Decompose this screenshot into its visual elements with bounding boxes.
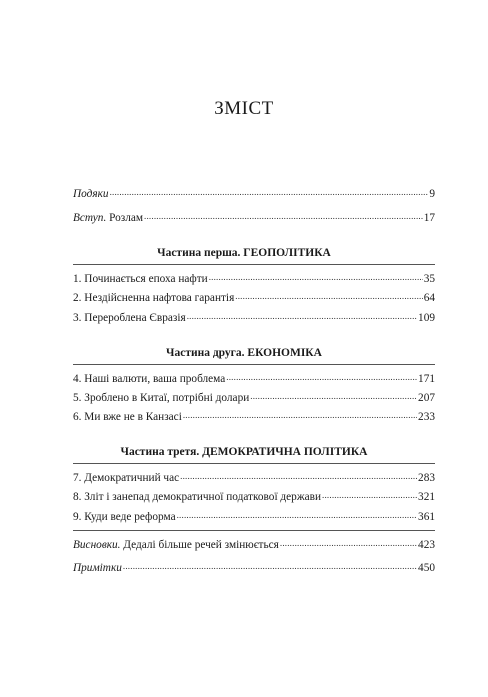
- divider: [73, 364, 435, 365]
- dot-leader: [322, 490, 417, 500]
- toc-page-number: 423: [418, 539, 435, 551]
- toc-entry-label: 4. Наші валюти, ваша проблема: [73, 373, 226, 385]
- page-title: ЗМІСТ: [214, 98, 274, 119]
- toc-entry-chapter-7[interactable]: [73, 470, 435, 486]
- toc-entry-label: 3. Перероблена Євразія: [73, 312, 186, 324]
- dot-leader: [226, 372, 417, 382]
- toc-entry-label: 9. Куди веде реформа: [73, 511, 176, 523]
- toc-page-number: 9: [429, 188, 435, 200]
- toc-entry-chapter-8[interactable]: [73, 489, 435, 505]
- dot-leader: [209, 272, 423, 282]
- dot-leader: [235, 291, 422, 301]
- toc-entry-label: 2. Нездійсненна нафтова гарантія: [73, 292, 235, 304]
- dot-leader: [123, 561, 417, 571]
- toc-entry-label: 6. Ми вже не в Канзасі: [73, 411, 182, 423]
- toc-page-number: 171: [418, 373, 435, 385]
- toc-entry-label: 5. Зроблено в Китаї, потрібні долари: [73, 392, 250, 404]
- toc-entry-introduction[interactable]: [73, 210, 435, 226]
- toc-entry-label-italic: Висновки.: [73, 539, 121, 551]
- dot-leader: [180, 471, 417, 481]
- toc-entry-label-rest: Розлам: [106, 212, 144, 224]
- toc-entry-notes[interactable]: [73, 560, 435, 576]
- toc-entry-label-italic: Подяки: [73, 188, 109, 200]
- divider: [73, 530, 435, 531]
- dot-leader: [280, 538, 417, 548]
- toc-entry-chapter-3[interactable]: [73, 310, 435, 326]
- toc-entry-label: [73, 186, 109, 202]
- toc-entry-label-italic: Вступ.: [73, 212, 107, 224]
- part-heading-1: Частина перша. ГЕОПОЛІТИКА: [157, 247, 331, 259]
- dot-leader: [144, 211, 423, 221]
- toc-page-number: 17: [423, 212, 435, 224]
- toc-page-number: 207: [418, 392, 435, 404]
- toc-entry-label: 1. Починається епоха нафти: [73, 273, 208, 285]
- divider: [73, 463, 435, 464]
- toc-entry-conclusions[interactable]: [73, 537, 435, 553]
- toc-page-number: 361: [418, 511, 435, 523]
- toc-entry-chapter-5[interactable]: [73, 390, 435, 406]
- toc-entry-label: [73, 560, 122, 576]
- dot-leader: [250, 391, 417, 401]
- dot-leader: [110, 187, 429, 197]
- toc-entry-chapter-4[interactable]: [73, 371, 435, 387]
- toc-entry-chapter-2[interactable]: [73, 290, 435, 306]
- toc-entry-chapter-1[interactable]: [73, 271, 435, 287]
- toc-entry-label: 7. Демократичний час: [73, 472, 180, 484]
- toc-entry-label: [73, 537, 279, 553]
- toc-page-number: 283: [418, 472, 435, 484]
- dot-leader: [183, 410, 417, 420]
- part-heading-2: Частина друга. ЕКОНОМІКА: [166, 347, 322, 359]
- toc-page-number: 64: [423, 292, 435, 304]
- toc-page-number: 35: [423, 273, 435, 285]
- toc-entry-label-italic: Примітки: [73, 562, 122, 574]
- toc-entry-chapter-9[interactable]: [73, 509, 435, 525]
- toc-page-number: 321: [418, 491, 435, 503]
- toc-entry-chapter-6[interactable]: [73, 409, 435, 425]
- toc-entry-label: 8. Зліт і занепад демократичної податкової держави: [73, 491, 322, 503]
- toc-entry-acknowledgements[interactable]: [73, 186, 435, 202]
- toc-entry-label: [73, 210, 143, 226]
- toc-page-number: 109: [418, 312, 435, 324]
- toc-entry-label-rest: Дедалі більше речей змінюється: [120, 539, 279, 551]
- dot-leader: [187, 311, 417, 321]
- dot-leader: [177, 510, 417, 520]
- divider: [73, 264, 435, 265]
- part-heading-3: Частина третя. ДЕМОКРАТИЧНА ПОЛІТИКА: [120, 446, 368, 458]
- toc-page-number: 450: [418, 562, 435, 574]
- toc-page-number: 233: [418, 411, 435, 423]
